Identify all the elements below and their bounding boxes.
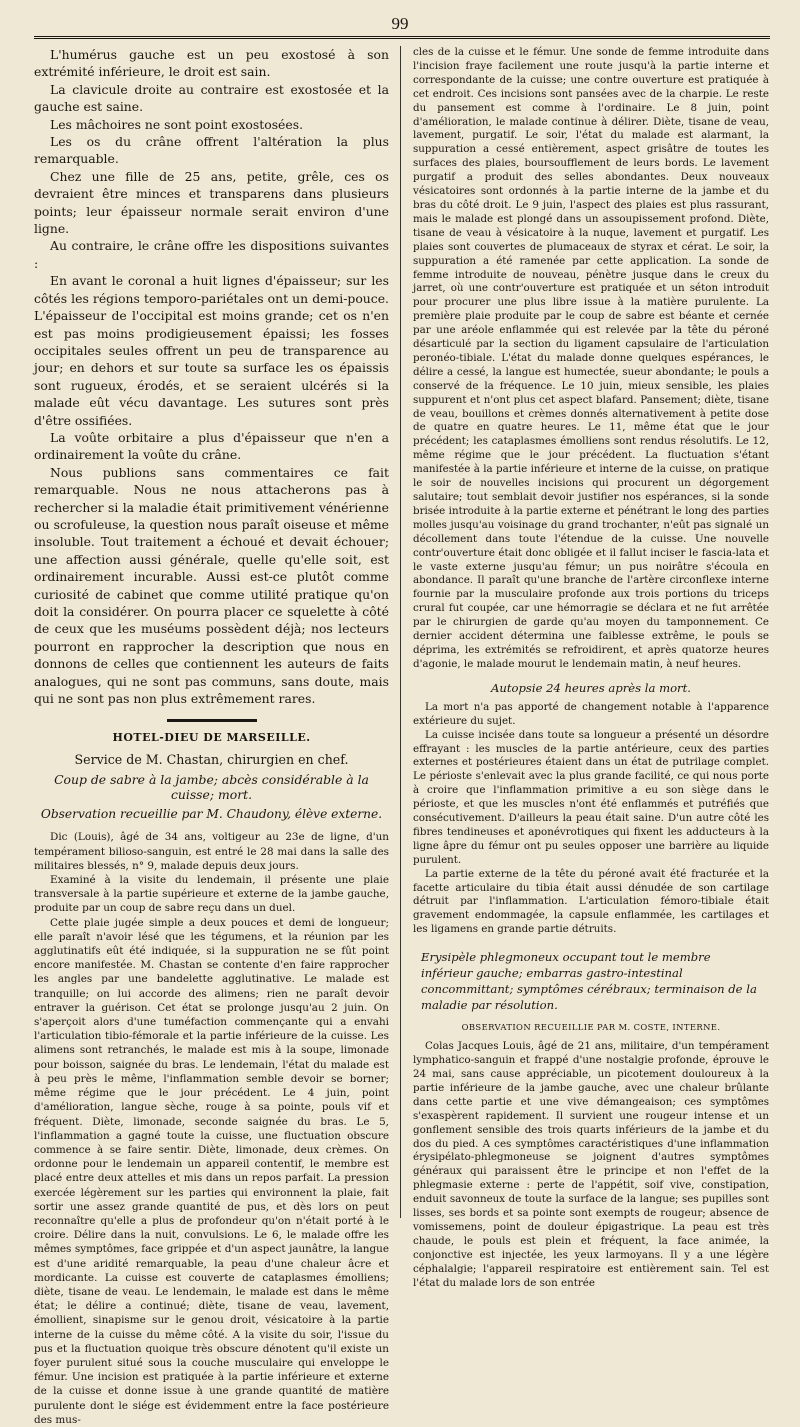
left-column bbox=[34, 46, 389, 1426]
case-title: Erysipèle phlegmoneux occupant tout le membre inférieur gauche; embarras gastro-intestinal concommittant; symptômes cérébraux; terminaison de la maladie par résolution. bbox=[421, 950, 757, 1013]
paragraph: La partie externe de la tête du péroné avait été fracturée et la facette articulaire du tibia était aussi dénudée de son cartilage détruit par l'inflammation. L'articulation fémoro-tibiale était gravement endommagée, la capsule enflammée, les cartilages et les ligamens en grande partie détruits. bbox=[413, 867, 769, 936]
paragraph: Nous publions sans commentaires ce fait remarquable. Nous ne nous attacherons pas à rechercher si la maladie était primitivement vénérienne ou scrofuleuse, la question nous paraît oiseuse et même insoluble. Tout traitement a échoué et devait échouer; une affection aussi générale, quelle qu'elle soit, est ordinairement incurable. Aussi est-ce plutôt comme curiosité de cabinet que comme utilité pratique qu'on doit la considérer. On pourra placer ce squelette à côté de ceux que les muséums possèdent déjà; nos lecteurs pourront en rapprocher la description que nous en donnons de celles que contiennent les auteurs de faits analogues, qui ne sont pas communs, sans doute, mais qui ne sont pas non plus extrêmement rares. bbox=[34, 464, 389, 707]
column-divider bbox=[400, 46, 401, 1218]
paragraph: Chez une fille de 25 ans, petite, grêle, ces os devraient être minces et transparens dans plusieurs points; leur épaisseur normale serait environ d'une ligne. bbox=[34, 168, 389, 237]
section-divider bbox=[167, 719, 257, 722]
paragraph: L'humérus gauche est un peu exostosé à son extrémité inférieure, le droit est sain. bbox=[34, 47, 389, 80]
autopsy-heading: Autopsie 24 heures après la mort. bbox=[491, 680, 691, 695]
paragraph: La cuisse incisée dans toute sa longueur a présenté un désordre effrayant : les muscles de la partie antérieure, ceux des parties externes et postérieures étaient dans un état de putrilage complet. Le périoste s'enlevait avec la plus grande facilité, ce qui nous porte à croire que l'inflammation primitive a eu son siège dans le périoste, et que les muscles n'ont été enflammés et putréfiés que consécutivement. D'ailleurs la peau était saine. D'un autre côté les fibres tendineuses et aponévrotiques qui fixent les adducteurs à la ligne âpre du fémur ont pu seules opposer une barrière au liquide purulent. bbox=[413, 728, 769, 866]
observation-credit: OBSERVATION RECUEILLIE PAR M. COSTE, INTERNE. bbox=[461, 1022, 721, 1033]
paragraph: La mort n'a pas apporté de changement notable à l'apparence extérieure du sujet. bbox=[413, 700, 769, 727]
paragraph: Dic (Louis), âgé de 34 ans, voltigeur au 23e de ligne, d'un tempérament bilioso-sanguin, est entré le 28 mai dans la salle des militaires blessés, n° 9, malade depuis deux jours. bbox=[34, 831, 389, 872]
paragraph: La clavicule droite au contraire est exostosée et la gauche est saine. bbox=[34, 81, 389, 115]
paragraph: cles de la cuisse et le fémur. Une sonde de femme introduite dans l'incision fraye facilement une route jusqu'à la partie interne et correspondante de la cuisse; une contre ouverture est pratiquée à cet endroit. Ces incisions sont pansées avec de la charpie. Le reste du pansement est comme à l'ordinaire. Le 8 juin, point d'amélioration, le malade continue à délirer. Diète, tisane de veau, lavement, purgatif. Le soir, l'état du malade est alarmant, la suppuration a cessé entièrement, aspect grisâtre de toutes les surfaces des plaies, boursoufflement de leurs bords. Le lavement purgatif a produit des selles abondantes. Deux nouveaux vésicatoires sont ordonnés à la partie interne de la jambe et du bras du côté droit. Le 9 juin, l'aspect des plaies est plus rassurant, mais le malade est plongé dans un assoupissement profond. Diète, tisane de veau à vésicatoire à la nuque, lavement et purgatif. Les plaies sont couvertes de plumaceaux de styrax et cérat. Le soir, la suppuration a été ramenée par cette application. La sonde de femme introduite de nouveau, pénètre jusque dans le creux du jarret, où une contr'ouverture est pratiquée et un séton introduit pour procurer une plus libre issue à la matière purulente. La première plaie produite par le coup de sabre est béante et cernée par une aréole enflammée qui est relevée par la tête du péroné désarticulé par la section du ligament capsulaire de l'articulation peronéo-tibiale. L'état du malade donne quelques espérances, le délire a cessé, la langue est humectée, sueur abondante; le pouls a conservé de la fréquence. Le 10 juin, mieux sensible, les plaies suppurent et n'ont plus cet aspect blafard. Pansement; diète, tisane de veau, bouillons et crèmes donnés alternativement à petite dose de quatre en quatre heures. Le 11, même état que le jour précédent; les cataplasmes émolliens sont rendus résolutifs. Le 12, même régime que le jour précédent. La fluctuation s'étant manifestée à la partie inférieure et interne de la cuisse, on pratique le soir de nouvelles incisions qui procurent un dégorgement salutaire; tout semblait devoir justifier nos espérances, si la sonde brisée introduite à la partie externe et pénétrant le long des parties molles jusqu'au voisinage du grand trochanter, n'eût pas signalé un décollement dans toute l'étendue de la cuisse. Une nouvelle contr'ouverture était donc obligée et il fallut inciser le fascia-lata et le vaste externe jusqu'au fémur; un pus noirâtre s'écoula en abondance. Il paraît qu'une branche de l'artère circonflexe interne fournie par la musculaire profonde aux trois portions du triceps crural fut coupée, car une hémorragie se déclara et ne fut arrêtée par le chirurgien de garde qu'au moyen du tamponnement. Ce dernier accident détermina une faiblesse extrême, le pouls se déprima, les extrémités se refroidirent, et après quatorze heures d'agonie, le malade mourut le lendemain matin, à neuf heures. bbox=[413, 46, 769, 670]
service-line: Service de M. Chastan, chirurgien en chef. bbox=[74, 752, 349, 768]
section-heading: HOTEL-DIEU DE MARSEILLE. bbox=[112, 731, 311, 745]
header-rule bbox=[34, 36, 770, 43]
paragraph: Cette plaie jugée simple a deux pouces et demi de longueur; elle paraît n'avoir lésé que les tégumens, et la réunion par les agglutinatifs eût été indiquée, si la suppuration ne se fût point encore manifestée. M. Chastan se contente d'en faire rapprocher les angles par une bandelette agglutinative. Le malade est tranquille; on lui accorde des alimens; rien ne paraît devoir entraver la guérison. Cet état se prolonge jusqu'au 2 juin. On s'aperçoit alors d'une tuméfaction commençante qui a envahi l'articulation tibio-fémorale et la partie inférieure de la cuisse. Les alimens sont retranchés, le malade est mis à la soupe, limonade pour boisson, saignée du bras. Le lendemain, l'état du malade est à peu près le même, l'inflammation semble devoir se borner; même régime que le jour précédent. Le 4 juin, point d'amélioration, langue sèche, rouge à sa pointe, pouls vif et fréquent. Diète, limonade, seconde saignée du bras. Le 5, l'inflammation a gagné toute la cuisse, une fluctuation obscure commence à se faire sentir. Diète, limonade, deux crèmes. On ordonne pour le lendemain un appareil contentif, le membre est placé entre deux attelles et mis dans un repos parfait. La pression exercée légèrement sur les parties qui environnent la plaie, fait sortir une assez grande quantité de pus, et dès lors on peut reconnaître qu'elle a plus de profondeur qu'on n'était porté à le croire. Délire dans la nuit, convulsions. Le 6, le malade offre les mêmes symptômes, face grippée et d'un aspect jaunâtre, la langue est d'une aridité remarquable, la peau d'une chaleur âcre et mordicante. La cuisse est couverte de cataplasmes émolliens; diète, tisane de veau. Le lendemain, le malade est dans le même état; le délire a continué; diète, tisane de veau, lavement, émollient, sinapisme sur le genou droit, vésicatoire à la partie interne de la cuisse du même côté. A la visite du soir, l'issue du pus et la fluctuation quoique très obscure dénotent qu'il existe un foyer purulent situé sous la couche musculaire qui enveloppe le fémur. Une incision est pratiquée à la partie inférieure et externe de la cuisse et donne issue à une grande quantité de matière purulente dont le siége est évidemment entre la face postérieure des mus- bbox=[34, 916, 389, 1426]
paragraph: En avant le coronal a huit lignes d'épaisseur; sur les côtés les régions temporo-pariétales ont un demi-pouce. L'épaisseur de l'occipital est moins grande; cet os n'en est pas moins prodigieusement épaissi; les fosses occipitales seules offrent un peu de transparence au jour; en dehors et sur toute sa surface les os épaissis sont rugueux, érodés, et se seraient ulcérés si la malade eût vécu davantage. Les sutures sont près d'être ossifiées. bbox=[34, 273, 389, 428]
observation-credit: Observation recueillie par M. Chaudony, élève externe. bbox=[40, 807, 383, 822]
paragraph: Colas Jacques Louis, âgé de 21 ans, militaire, d'un tempérament lymphatico-sanguin et frappé d'une nostalgie profonde, éprouve le 24 mai, sans cause appréciable, un picotement douloureux à la partie inférieure de la jambe gauche, avec une chaleur brûlante dans cette partie et une vive démangeaison; ces symptômes s'exaspèrent rapidement. Il survient une rougeur intense et un gonflement sensible des trois quarts inférieurs de la jambe et du dos du pied. A ces symptômes caractéristiques d'une inflammation érysipélato-phlegmoneuse se joignent d'autres symptômes généraux qui paraissent être le principe et non l'effet de la phlegmasie externe : perte de l'appétit, soif vive, constipation, enduit savonneux de toute la surface de la langue; ses pupilles sont lisses, ses bords et sa pointe sont exempts de rougeur; absence de vomissemens, point de douleur épigastrique. La peau est très chaude, le pouls est plein et fréquent, la face animée, la conjonctive est injectée, les yeux larmoyans. Il y a une légère céphalalgie; l'appareil respiratoire est entièrement sain. Tel est l'état du malade lors de son entrée bbox=[413, 1040, 769, 1289]
paragraph: Examiné à la visite du lendemain, il présente une plaie transversale à la partie supérieure et externe de la jambe gauche, produite par un coup de sabre reçu dans un duel. bbox=[34, 874, 389, 915]
case-title: Coup de sabre à la jambe; abcès considérable à la cuisse; mort. bbox=[54, 772, 369, 803]
page-number: 99 bbox=[391, 14, 409, 33]
paragraph: La voûte orbitaire a plus d'épaisseur que n'en a ordinairement la voûte du crâne. bbox=[34, 429, 389, 463]
paragraph: Les mâchoires ne sont point exostosées. bbox=[50, 116, 304, 132]
right-column bbox=[413, 46, 769, 1289]
paragraph: Les os du crâne offrent l'altération la plus remarquable. bbox=[34, 134, 389, 167]
paragraph: Au contraire, le crâne offre les dispositions suivantes : bbox=[34, 238, 389, 271]
